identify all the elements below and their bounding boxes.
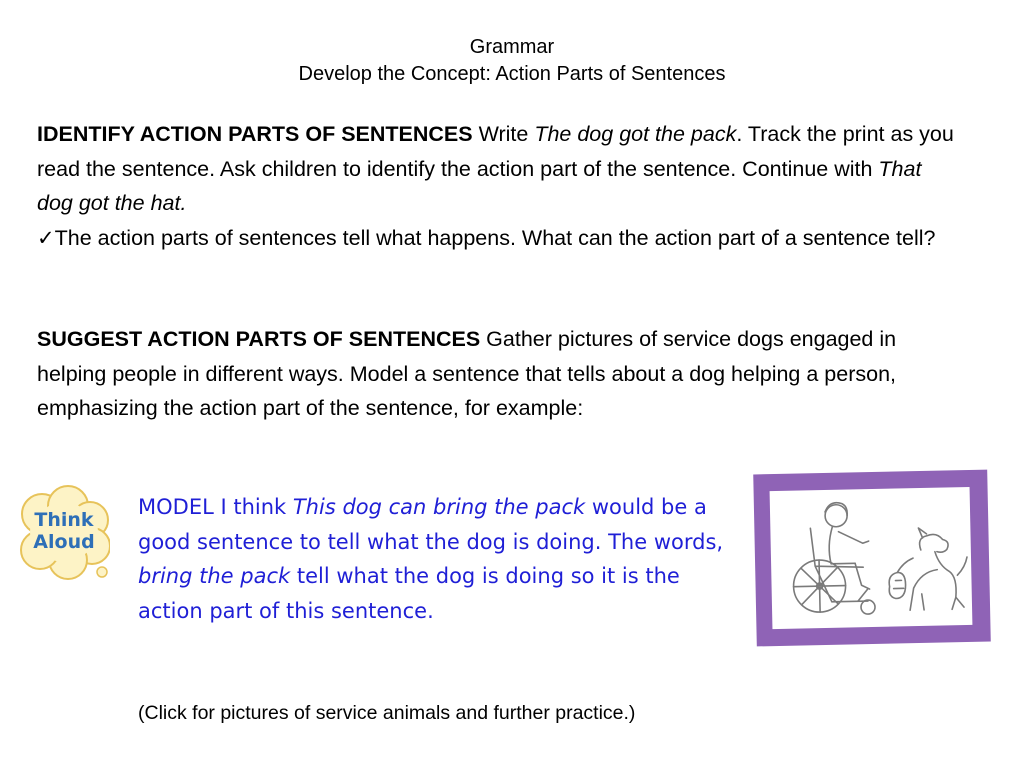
model-text-1: MODEL I think (138, 495, 293, 519)
service-dog-illustration (770, 487, 973, 629)
model-text-2: would be a good sentence to tell what the dog is doing. The words, (138, 495, 724, 554)
aloud-word: Aloud (33, 531, 95, 553)
wheelchair-dog-drawing (770, 487, 973, 629)
think-word: Think (34, 509, 94, 531)
identify-example-2: That dog got the hat. (37, 156, 922, 215)
identify-text-1: Write (472, 122, 535, 146)
suggest-heading: SUGGEST ACTION PARTS OF SENTENCES (37, 327, 481, 351)
title-line-concept: Develop the Concept: Action Parts of Sentences (298, 63, 726, 85)
identify-paragraph (37, 117, 957, 256)
service-dog-picture[interactable] (753, 470, 991, 647)
suggest-paragraph (37, 322, 957, 426)
checkmark-icon: ✓ (37, 226, 55, 250)
model-example-1: This dog can bring the pack (292, 495, 586, 519)
think-aloud-icon (18, 484, 110, 582)
title-line-grammar: Grammar (469, 36, 555, 58)
identify-example-1: The dog got the pack (534, 122, 737, 146)
identify-text-2: . Track the print as you read the sentence. Ask children to identify the action part of the sentence. Continue with (37, 122, 954, 181)
click-note-link[interactable]: (Click for pictures of service animals and further practice.) (138, 702, 636, 724)
check-question: The action parts of sentences tell what happens. What can the action part of a sentence tell? (54, 225, 936, 250)
slide-title (0, 34, 1024, 88)
model-example-2: bring the pack (138, 564, 291, 588)
identify-heading: IDENTIFY ACTION PARTS OF SENTENCES (37, 122, 473, 146)
model-paragraph (138, 490, 738, 628)
think-aloud-cloud (18, 484, 110, 582)
model-text-3: tell what the dog is doing so it is the action part of this sentence. (138, 564, 680, 623)
suggest-text: Gather pictures of service dogs engaged in helping people in different ways. Model a sentence that tells about a dog helping a person, emphasizing the action part of the sentence, for example: (37, 327, 897, 420)
